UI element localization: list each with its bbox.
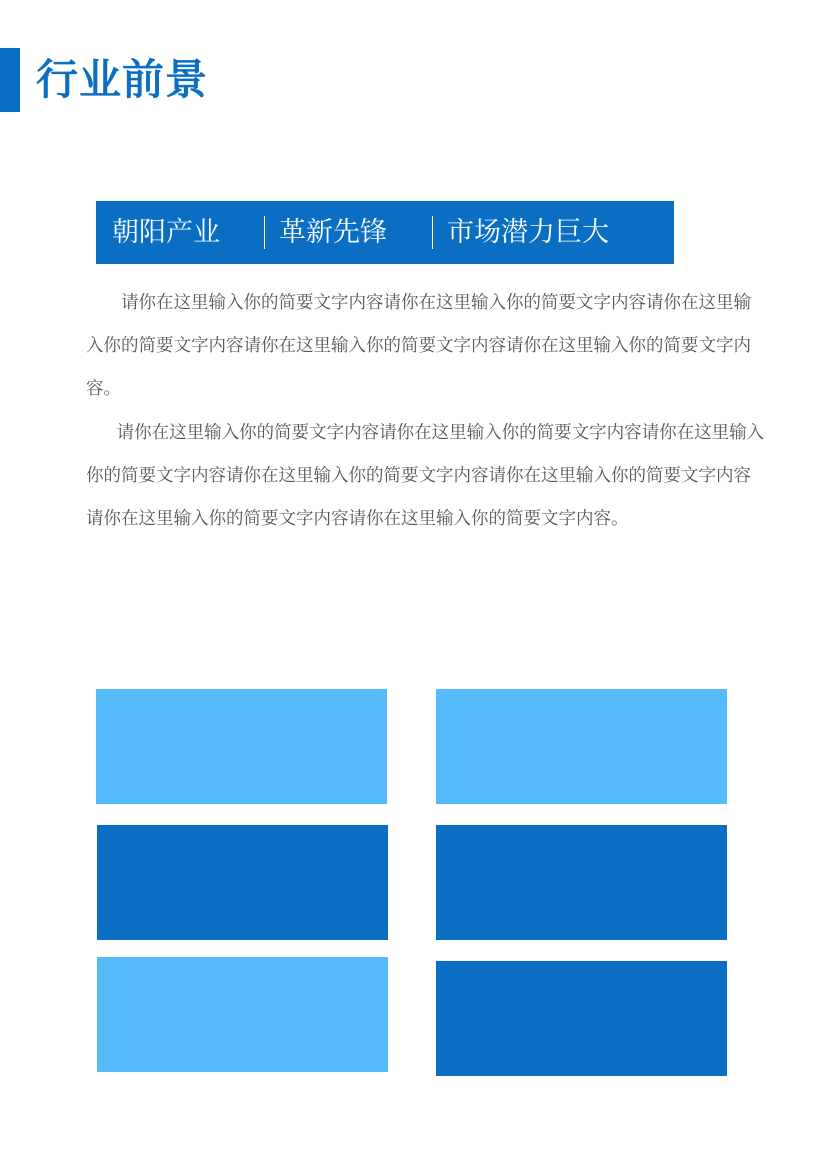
banner-divider xyxy=(432,216,433,249)
body-paragraph-2: 请你在这里输入你的简要文字内容请你在这里输入你的简要文字内容请你在这里输入你的简要文字内容请你在这里输入你的简要文字内容请你在这里输入你的简要文字内容请你在这里输入你的简要文字内容请你在这里输入你的简要文字内容。 xyxy=(86,423,765,529)
banner-item-market-potential: 市场潜力巨大 xyxy=(447,217,609,248)
title-accent-bar xyxy=(0,48,20,112)
image-placeholder-block xyxy=(436,961,727,1076)
image-placeholder-block xyxy=(436,825,727,940)
image-placeholder-block xyxy=(97,825,388,940)
banner-item-innovation-pioneer: 革新先锋 xyxy=(279,217,387,248)
image-placeholder-block xyxy=(436,689,727,804)
body-paragraph-1: 请你在这里输入你的简要文字内容请你在这里输入你的简要文字内容请你在这里输入你的简要文字内容请你在这里输入你的简要文字内容请你在这里输入你的简要文字内容。 xyxy=(86,293,751,399)
banner-item-sunrise-industry: 朝阳产业 xyxy=(112,217,220,248)
image-placeholder-block xyxy=(97,957,388,1072)
tagline-banner xyxy=(96,201,674,264)
banner-divider xyxy=(264,216,265,249)
page-title: 行业前景 xyxy=(36,55,209,104)
image-placeholder-block xyxy=(96,689,387,804)
